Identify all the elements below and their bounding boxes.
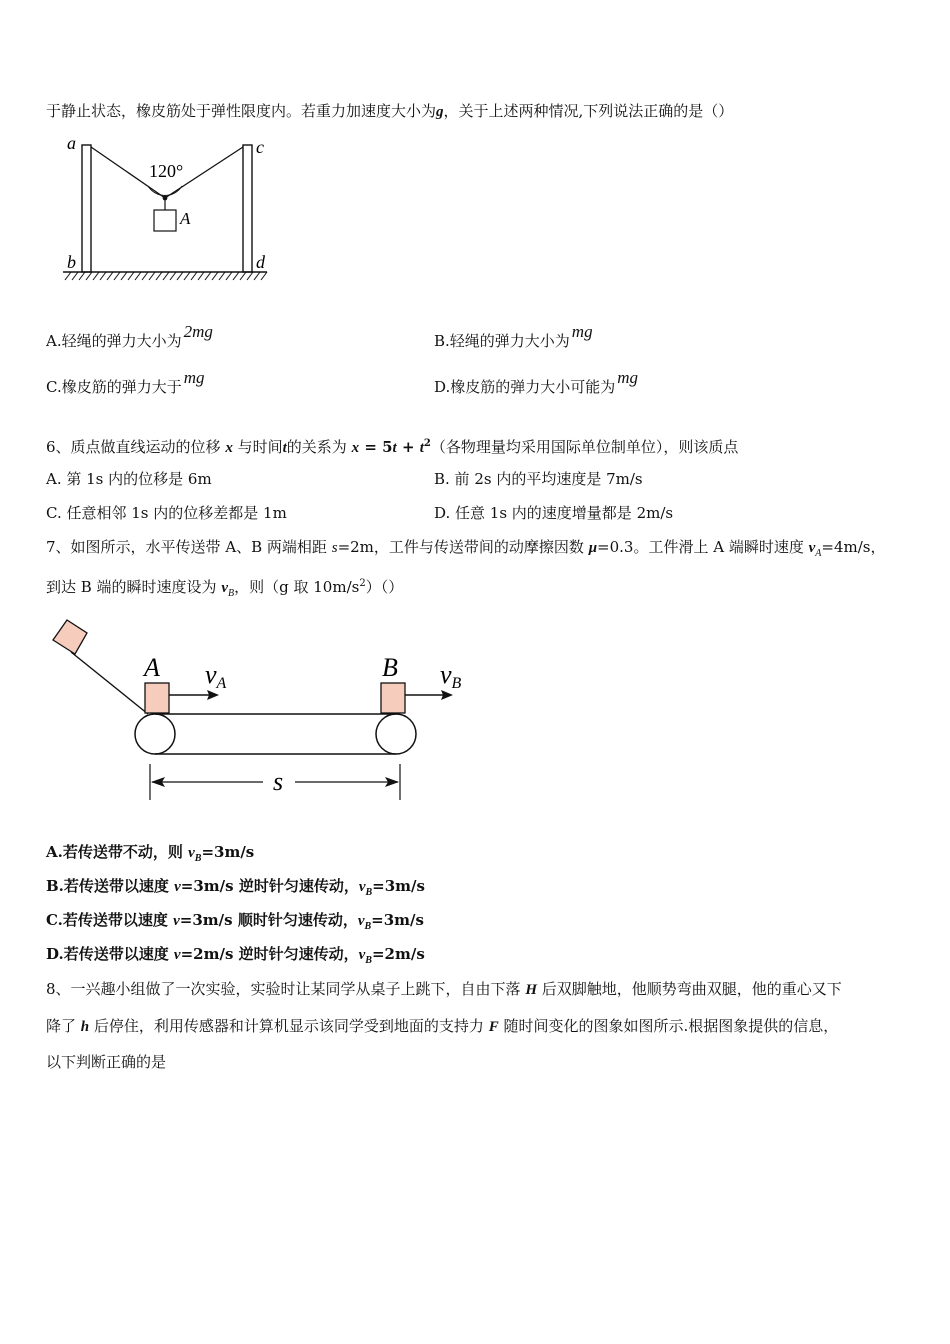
question-8-line-1: 8、一兴趣小组做了一次实验，实验时让某同学从桌子上跳下，自由下落 H 后双脚触地，他顺势弯曲双腿，他的重心又下 bbox=[46, 980, 842, 998]
option-b: B.轻绳的弹力大小为 mg bbox=[434, 322, 593, 350]
label-b: b bbox=[67, 252, 76, 272]
question-7-line-2: 到达 B 端的瞬时速度设为 $v_B$，则（g 取 $10m/s^2)()$ bbox=[46, 578, 404, 599]
label-vb: vB bbox=[440, 660, 462, 692]
label-d: d bbox=[256, 252, 265, 272]
q7-option-d: D.若传送带以速度 v=2m/s 逆时针匀速传动，$v_B=2m/s$ bbox=[46, 945, 425, 966]
question-7-line-1: 7、如图所示，水平传送带 A、B 两端相距 s=2m，工件与传送带间的动摩擦因数 μ=0.3。工件滑上 A 端瞬时速度 $v_A=4m/s$， bbox=[46, 538, 886, 559]
q7-option-c: C.若传送带以速度 v=3m/s 顺时针匀速传动，$v_B=3m/s$ bbox=[46, 911, 424, 932]
question-8-line-2: 降了 h 后停住，利用传感器和计算机显示该同学受到地面的支持力 F 随时间变化的图象如图所示.根据图象提供的信息， bbox=[46, 1017, 839, 1035]
q6-option-c: C. 任意相邻 1s 内的位移差都是 1m bbox=[46, 504, 287, 522]
question-6-stem: 6、质点做直线运动的位移 x 与时间t的关系为 $x = 5t + t^2$（各物理量均采用国际单位制单位），则该质点 bbox=[46, 438, 739, 456]
label-a: a bbox=[67, 133, 76, 153]
option-a: A.轻绳的弹力大小为 2mg bbox=[46, 322, 213, 350]
option-c: C.橡皮筋的弹力大于 mg bbox=[46, 368, 205, 396]
q7-option-a: A.若传送带不动，则 $v_B=3m/s$ bbox=[46, 843, 255, 864]
q6-option-d: D. 任意 1s 内的速度增量都是 2m/s bbox=[434, 504, 674, 522]
label-end-b: B bbox=[382, 653, 398, 682]
figure-conveyor-belt bbox=[45, 612, 485, 812]
label-angle: 120° bbox=[149, 161, 184, 181]
q7-option-b: B.若传送带以速度 v=3m/s 逆时针匀速传动，$v_B=3m/s$ bbox=[46, 877, 425, 898]
label-va: vA bbox=[205, 660, 227, 692]
label-c: c bbox=[256, 137, 264, 157]
option-d: D.橡皮筋的弹力大小可能为 mg bbox=[434, 368, 639, 396]
question-intro-line: 于静止状态，橡皮筋处于弹性限度内。若重力加速度大小为g，关于上述两种情况,下列说法正确的是（） bbox=[46, 102, 734, 120]
label-end-a: A bbox=[144, 653, 160, 682]
question-8-line-3: 以下判断正确的是 bbox=[46, 1053, 167, 1071]
figure-rope-diagram bbox=[55, 132, 285, 284]
q6-option-b: B. 前 2s 内的平均速度是 7m/s bbox=[434, 470, 643, 488]
label-block-a: A bbox=[180, 209, 191, 228]
label-distance-s: s bbox=[273, 767, 284, 796]
q6-option-a: A. 第 1s 内的位移是 6m bbox=[46, 470, 212, 488]
